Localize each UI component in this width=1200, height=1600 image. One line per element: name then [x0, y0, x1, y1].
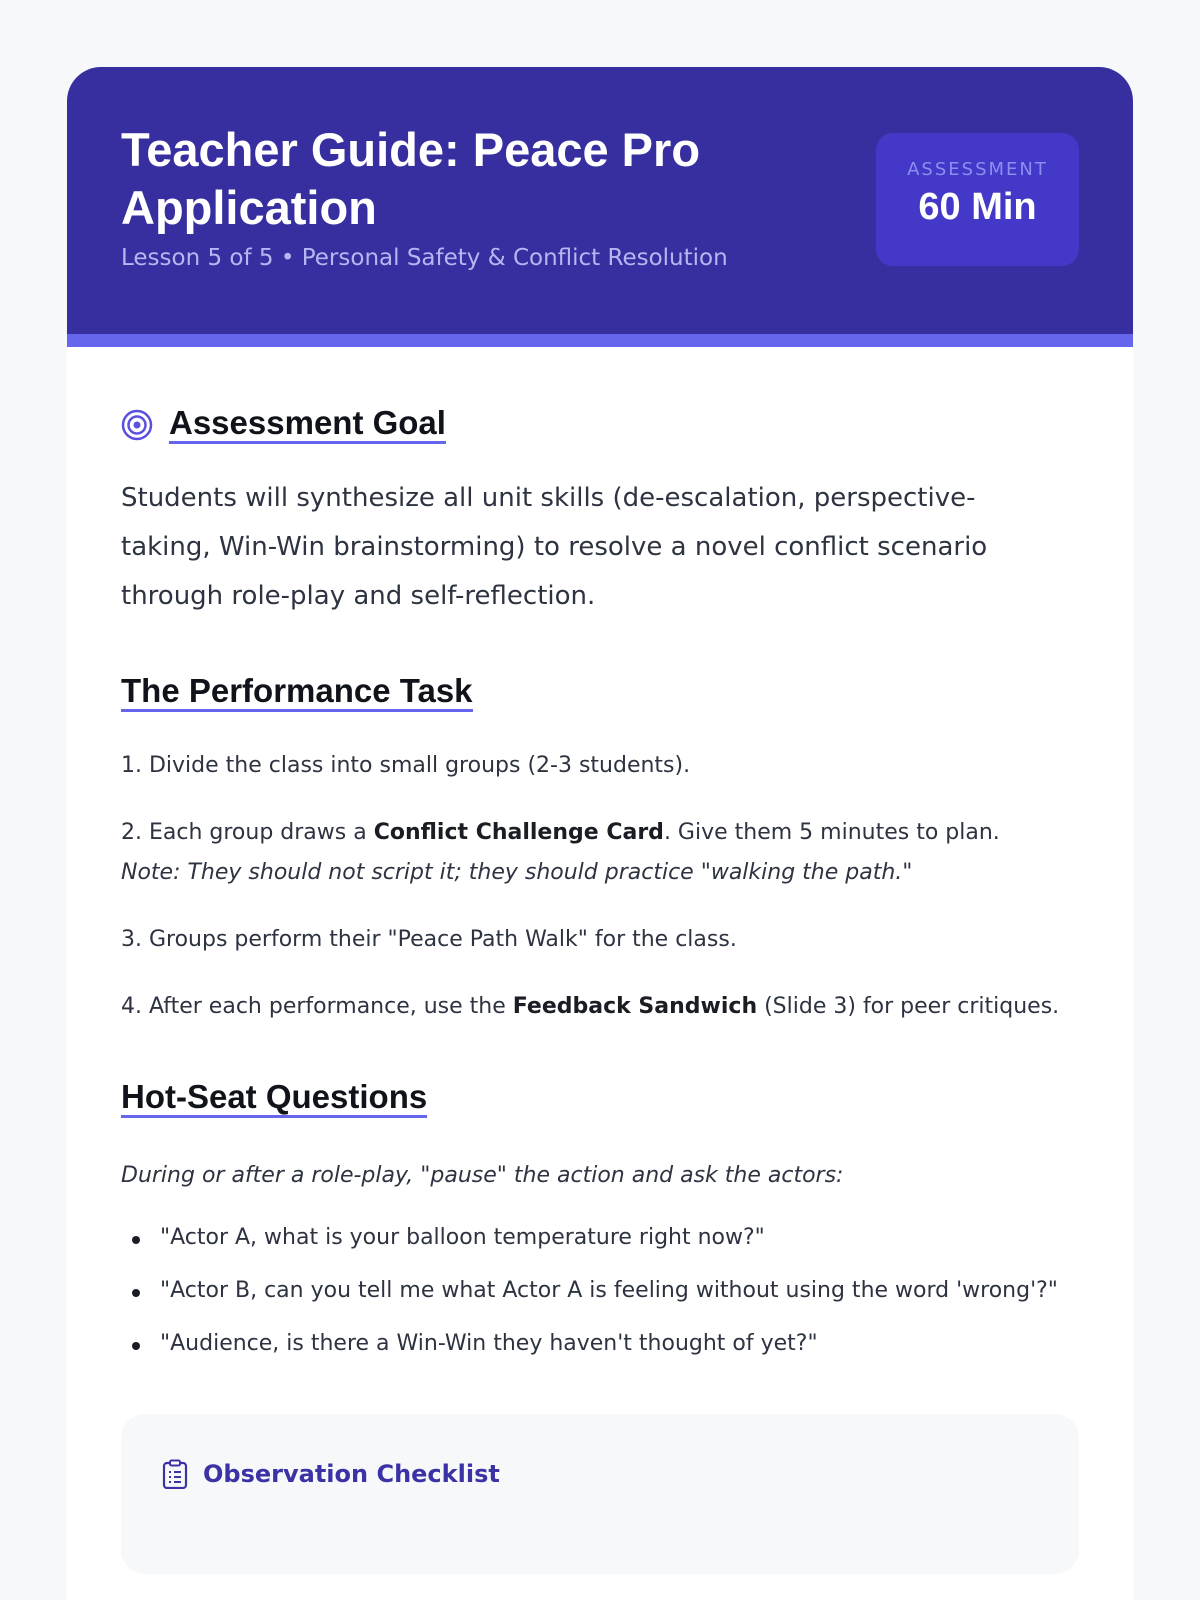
section-title: The Performance Task	[121, 673, 473, 712]
step-text: (Slide 3) for peer critiques.	[757, 994, 1060, 1019]
list-item: "Actor A, what is your balloon temperature right now?"	[121, 1218, 1071, 1258]
teacher-guide-card	[67, 67, 1133, 1600]
list-item: "Audience, is there a Win-Win they haven't thought of yet?"	[121, 1324, 1071, 1364]
step-text: 3. Groups perform their "Peace Path Walk" for the class.	[121, 927, 737, 952]
step-text: 2. Each group draws a	[121, 820, 374, 845]
step-emphasis: Feedback Sandwich	[512, 994, 758, 1019]
hot-seat-questions	[121, 1218, 1079, 1364]
performance-task-heading	[121, 673, 1079, 712]
guide-content	[67, 405, 1133, 1574]
task-step	[121, 746, 1071, 786]
task-steps	[121, 746, 1079, 1027]
step-text: 1. Divide the class into small groups (2-3 students).	[121, 753, 691, 778]
step-text: . Give them 5 minutes to plan.	[663, 820, 1000, 845]
badge-label: ASSESSMENT	[907, 159, 1048, 180]
section-title: Hot-Seat Questions	[121, 1079, 427, 1118]
page-title: Teacher Guide: Peace Pro Application	[121, 123, 701, 234]
observation-checklist-panel	[121, 1414, 1079, 1574]
step-note: Note: They should not script it; they should practice "walking the path."	[121, 860, 913, 885]
assessment-goal-heading	[121, 405, 1079, 444]
task-step	[121, 987, 1071, 1027]
list-item: "Actor B, can you tell me what Actor A is feeling without using the word 'wrong'?"	[121, 1271, 1071, 1311]
target-icon	[121, 409, 153, 441]
guide-header	[67, 67, 1133, 347]
lesson-subtitle: Lesson 5 of 5 • Personal Safety & Conflict Resolution	[121, 245, 728, 271]
step-emphasis: Conflict Challenge Card	[373, 820, 664, 845]
hot-seat-heading	[121, 1079, 1079, 1118]
section-title: Assessment Goal	[169, 405, 446, 444]
step-text: 4. After each performance, use the	[121, 994, 513, 1019]
assessment-badge	[876, 133, 1079, 266]
task-step	[121, 813, 1071, 893]
task-step	[121, 920, 1071, 960]
hot-seat-intro: During or after a role-play, "pause" the action and ask the actors:	[121, 1163, 844, 1188]
checklist-title: Observation Checklist	[203, 1460, 500, 1488]
assessment-goal-text: Students will synthesize all unit skills (de-escalation, perspective-taking, Win-Win brainstorming) to resolve a novel conflict scenario through role-play and self-reflection.	[121, 483, 988, 611]
checklist-heading	[161, 1456, 500, 1492]
badge-duration: 60 Min	[918, 186, 1037, 228]
clipboard-icon	[161, 1459, 189, 1489]
